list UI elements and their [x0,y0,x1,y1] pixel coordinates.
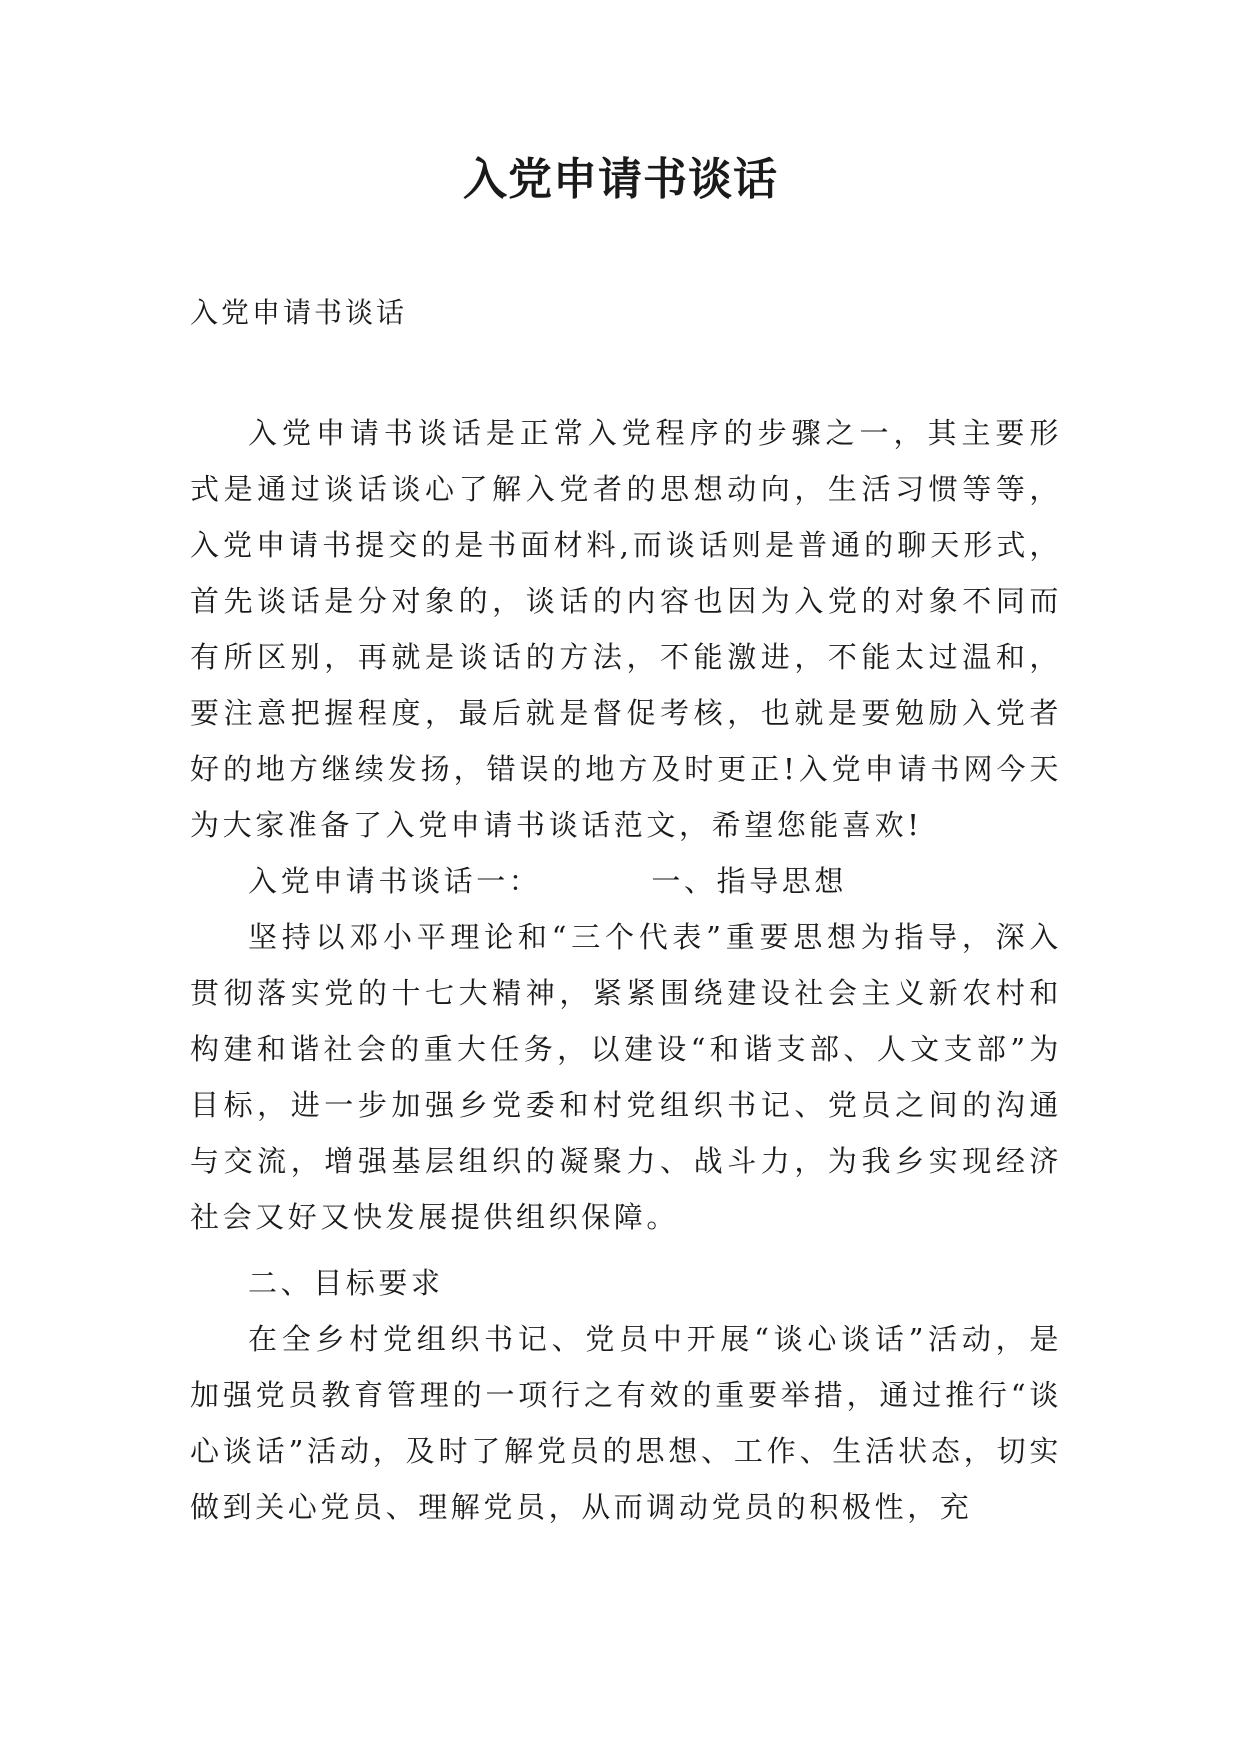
section-one-line [190,853,1062,909]
guiding-ideology-paragraph: 坚持以邓小平理论和“三个代表”重要思想为指导，深入贯彻落实党的十七大精神，紧紧围绕建设社会主义新农村和构建和谐社会的重大任务，以建设“和谐支部、人文支部”为目标，进一步加强乡党委和村党组织书记、党员之间的沟通与交流，增强基层组织的凝聚力、战斗力，为我乡实现经济社会又好又快发展提供组织保障。 [190,920,1062,1234]
heading-goals: 二、目标要求 [248,1266,444,1300]
goals-paragraph: 在全乡村党组织书记、党员中开展“谈心谈话”活动，是加强党员教育管理的一项行之有效的重要举措，通过推行“谈心谈话”活动，及时了解党员的思想、工作、生活状态，切实做到关心党员、理解党员，从而调动党员的积极性，充 [190,1322,1062,1524]
document-body [190,405,1062,1535]
heading-guiding-ideology: 一、指导思想 [651,864,848,898]
intro-paragraph: 入党申请书谈话是正常入党程序的步骤之一，其主要形式是通过谈话谈心了解入党者的思想动向，生活习惯等等，入党申请书提交的是书面材料,而谈话则是普通的聊天形式，首先谈话是分对象的，谈话的内容也因为入党的对象不同而有所区别，再就是谈话的方法，不能激进，不能太过温和，要注意把握程度，最后就是督促考核，也就是要勉励入党者好的地方继续发扬，错误的地方及时更正!入党申请书网今天为大家准备了入党申请书谈话范文，希望您能喜欢! [190,416,1062,842]
document-title: 入党申请书谈话 [463,154,778,205]
document-subtitle: 入党申请书谈话 [190,296,408,329]
section-one-label: 入党申请书谈话一： [248,864,542,898]
